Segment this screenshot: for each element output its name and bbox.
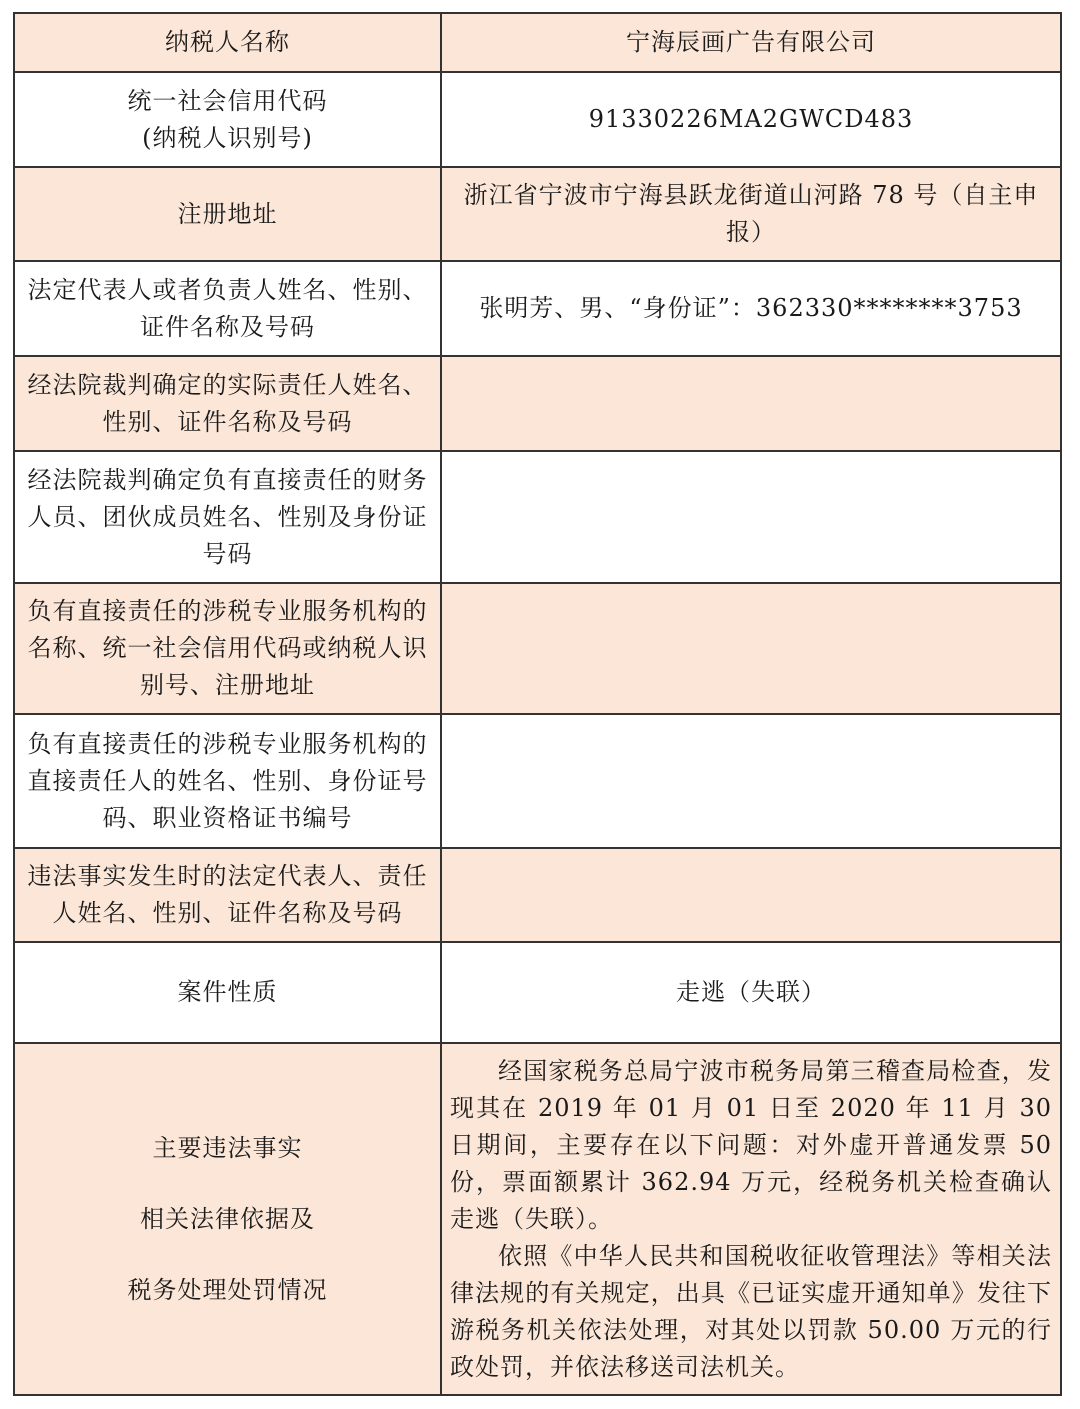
label-facts-line2: 相关法律依据及 (140, 1204, 315, 1233)
label-representative-at-violation: 违法事实发生时的法定代表人、责任人姓名、性别、证件名称及号码 (14, 848, 441, 942)
label-credit-code-line2: (纳税人识别号) (142, 123, 313, 152)
label-violation-facts (14, 1043, 441, 1395)
row-service-agency (14, 583, 1061, 714)
row-representative-at-violation (14, 848, 1061, 942)
row-credit-code (14, 72, 1061, 167)
row-violation-facts (14, 1043, 1061, 1395)
row-taxpayer-name (14, 13, 1061, 72)
row-case-nature (14, 942, 1061, 1043)
value-credit-code: 91330226MA2GWCD483 (441, 72, 1061, 167)
row-agency-responsible-person (14, 714, 1061, 848)
label-finance-staff: 经法院裁判确定负有直接责任的财务人员、团伙成员姓名、性别及身份证号码 (14, 451, 441, 583)
label-registered-address: 注册地址 (14, 167, 441, 261)
value-taxpayer-name: 宁海辰画广告有限公司 (441, 13, 1061, 72)
label-actual-responsible: 经法院裁判确定的实际责任人姓名、性别、证件名称及号码 (14, 356, 441, 451)
label-agency-responsible-person: 负有直接责任的涉税专业服务机构的直接责任人的姓名、性别、身份证号码、职业资格证书编号 (14, 714, 441, 848)
value-agency-responsible-person (441, 714, 1061, 848)
value-representative-at-violation (441, 848, 1061, 942)
label-credit-code-line1: 统一社会信用代码 (127, 86, 328, 115)
label-facts-line1: 主要违法事实 (152, 1133, 303, 1162)
label-facts-line3: 税务处理处罚情况 (127, 1275, 328, 1304)
row-finance-staff (14, 451, 1061, 583)
value-legal-representative: 张明芳、男、“身份证”：362330********3753 (441, 261, 1061, 356)
value-case-nature: 走逃（失联） (441, 942, 1061, 1043)
label-taxpayer-name: 纳税人名称 (14, 13, 441, 72)
label-legal-representative: 法定代表人或者负责人姓名、性别、证件名称及号码 (14, 261, 441, 356)
label-case-nature: 案件性质 (14, 942, 441, 1043)
taxpayer-info-table (13, 12, 1062, 1396)
value-violation-facts (441, 1043, 1061, 1395)
row-actual-responsible (14, 356, 1061, 451)
label-service-agency: 负有直接责任的涉税专业服务机构的名称、统一社会信用代码或纳税人识别号、注册地址 (14, 583, 441, 714)
value-finance-staff (441, 451, 1061, 583)
label-credit-code (14, 72, 441, 167)
value-registered-address: 浙江省宁波市宁海县跃龙街道山河路 78 号（自主申报） (441, 167, 1061, 261)
value-actual-responsible (441, 356, 1061, 451)
facts-paragraph-2: 依照《中华人民共和国税收征收管理法》等相关法律法规的有关规定，出具《已证实虚开通知单》发往下游税务机关依法处理，对其处以罚款 50.00 万元的行政处罚，并依法移送司法机关。 (450, 1241, 1052, 1381)
row-legal-representative (14, 261, 1061, 356)
value-service-agency (441, 583, 1061, 714)
row-registered-address (14, 167, 1061, 261)
facts-paragraph-1: 经国家税务总局宁波市税务局第三稽查局检查，发现其在 2019 年 01 月 01 日至 2020 年 11 月 30 日期间，主要存在以下问题：对外虚开普通发票 50 份，票面额累计 362.94 万元，经税务机关检查确认走逃（失联）。 (450, 1056, 1052, 1233)
